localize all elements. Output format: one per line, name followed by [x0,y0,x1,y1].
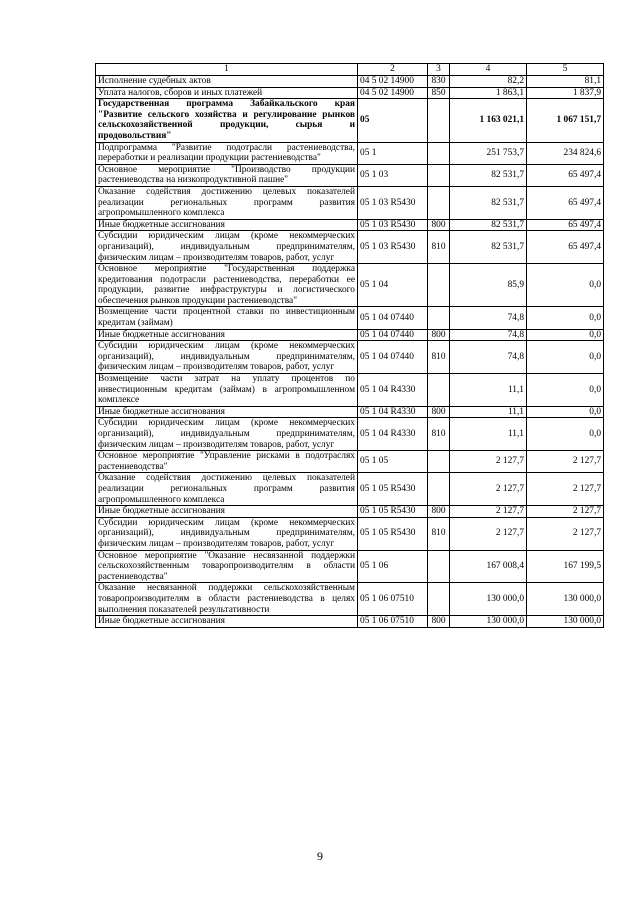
header-cell: 5 [527,64,604,76]
row-type-cell [428,186,450,219]
row-value2-cell: 0,0 [527,406,604,418]
table-row [96,406,604,418]
row-type-cell [428,583,450,616]
row-value1-cell: 2 127,7 [450,451,527,473]
row-value1-cell: 11,1 [450,418,527,451]
row-name-cell: Уплата налогов, сборов и иных платежей [96,87,358,99]
table-row [96,264,604,307]
row-value2-cell: 130 000,0 [527,616,604,628]
row-name-cell: Возмещение части процентной ставки по инвестиционным кредитам (займам) [96,307,358,329]
row-name-cell: Основное мероприятие "Управление рисками в подотраслях растениеводства" [96,451,358,473]
row-name-cell: Иные бюджетные ассигнования [96,616,358,628]
row-value2-cell: 2 127,7 [527,506,604,518]
row-code-cell: 05 1 04 07440 [358,341,428,374]
row-value2-cell: 0,0 [527,307,604,329]
row-value1-cell: 82 531,7 [450,219,527,231]
row-type-cell: 800 [428,329,450,341]
row-code-cell: 05 1 03 R5430 [358,186,428,219]
row-value1-cell: 1 863,1 [450,87,527,99]
table-row [96,616,604,628]
page-number: 9 [317,849,323,863]
row-type-cell: 810 [428,418,450,451]
row-code-cell: 05 1 04 R4330 [358,406,428,418]
row-value2-cell: 2 127,7 [527,451,604,473]
row-value1-cell: 2 127,7 [450,517,527,550]
row-code-cell: 05 1 [358,142,428,164]
row-type-cell [428,451,450,473]
table-row [96,329,604,341]
row-value1-cell: 2 127,7 [450,473,527,506]
table-row [96,164,604,186]
row-name-cell: Оказание содействия достижению целевых показателей реализации региональных программ развития агропромышленного комплекса [96,473,358,506]
row-code-cell: 05 1 06 07510 [358,583,428,616]
row-code-cell: 05 1 05 [358,451,428,473]
row-name-cell: Оказание несвязанной поддержки сельскохозяйственным товаропроизводителям в области растениеводства в целях выполнения показателей результативности [96,583,358,616]
row-value1-cell: 82,2 [450,76,527,88]
row-value2-cell: 167 199,5 [527,550,604,583]
table-row [96,76,604,88]
row-name-cell: Субсидии юридическим лицам (кроме некоммерческих организаций), индивидуальным предпринимателям, физическим лицам – производителям товаров, работ, услуг [96,341,358,374]
row-value1-cell: 74,8 [450,307,527,329]
row-value2-cell: 65 497,4 [527,219,604,231]
row-value2-cell: 1 837,9 [527,87,604,99]
header-cell: 2 [358,64,428,76]
row-type-cell: 850 [428,87,450,99]
row-name-cell: Основное мероприятие "Производство продукции растениеводства на низкопродуктивной пашне" [96,164,358,186]
row-name-cell: Иные бюджетные ассигнования [96,506,358,518]
row-name-cell: Субсидии юридическим лицам (кроме некоммерческих организаций), индивидуальным предпринимателям, физическим лицам – производителям товаров, работ, услуг [96,231,358,264]
row-type-cell [428,99,450,142]
row-name-cell: Иные бюджетные ассигнования [96,219,358,231]
row-type-cell [428,264,450,307]
table-row [96,583,604,616]
header-cell: 1 [96,64,358,76]
row-name-cell: Государственная программа Забайкальского края "Развитие сельского хозяйства и регулирование рынков сельскохозяйственной продукции, сырья и продовольствия" [96,99,358,142]
table-row [96,219,604,231]
row-type-cell [428,473,450,506]
row-value2-cell: 0,0 [527,374,604,407]
row-value1-cell: 2 127,7 [450,506,527,518]
table-row [96,231,604,264]
row-value2-cell: 130 000,0 [527,583,604,616]
row-value2-cell: 0,0 [527,329,604,341]
row-type-cell [428,142,450,164]
table-row [96,307,604,329]
row-value2-cell: 0,0 [527,341,604,374]
row-value1-cell: 1 163 021,1 [450,99,527,142]
table-row [96,517,604,550]
row-name-cell: Субсидии юридическим лицам (кроме некоммерческих организаций), индивидуальным предпринимателям, физическим лицам – производителям товаров, работ, услуг [96,418,358,451]
row-value1-cell: 82 531,7 [450,231,527,264]
row-name-cell: Субсидии юридическим лицам (кроме некоммерческих организаций), индивидуальным предпринимателям, физическим лицам – производителям товаров, работ, услуг [96,517,358,550]
row-value2-cell: 65 497,4 [527,164,604,186]
row-code-cell: 05 1 03 [358,164,428,186]
row-value1-cell: 11,1 [450,406,527,418]
row-name-cell: Оказание содействия достижению целевых показателей реализации региональных программ развития агропромышленного комплекса [96,186,358,219]
header-cell: 3 [428,64,450,76]
row-type-cell [428,164,450,186]
row-type-cell: 810 [428,231,450,264]
row-code-cell: 05 1 04 [358,264,428,307]
row-value2-cell: 1 067 151,7 [527,99,604,142]
budget-table [95,63,604,628]
row-code-cell: 05 [358,99,428,142]
row-name-cell: Основное мероприятие "Оказание несвязанной поддержки сельскохозяйственным товаропроизводителям в области растениеводства" [96,550,358,583]
row-code-cell: 04 5 02 14900 [358,87,428,99]
row-value2-cell: 234 824,6 [527,142,604,164]
row-value2-cell: 81,1 [527,76,604,88]
row-code-cell: 05 1 04 07440 [358,307,428,329]
row-name-cell: Основное мероприятие "Государственная поддержка кредитования подотрасли растениеводства, переработки ее продукции, развитие инфраструктуры и логистического обеспечения рынков продукции растениеводства" [96,264,358,307]
row-value2-cell: 65 497,4 [527,186,604,219]
table-row [96,418,604,451]
table-row [96,87,604,99]
row-type-cell [428,307,450,329]
row-value1-cell: 82 531,7 [450,164,527,186]
row-code-cell: 05 1 05 R5430 [358,517,428,550]
table-row [96,374,604,407]
row-value1-cell: 130 000,0 [450,616,527,628]
row-value2-cell: 65 497,4 [527,231,604,264]
table-row [96,186,604,219]
header-row [96,64,604,76]
row-value1-cell: 74,8 [450,341,527,374]
row-name-cell: Возмещение части затрат на уплату процентов по инвестиционным кредитам (займам) в агропромышленном комплексе [96,374,358,407]
row-value1-cell: 82 531,7 [450,186,527,219]
row-value1-cell: 85,9 [450,264,527,307]
row-value2-cell: 2 127,7 [527,517,604,550]
row-value2-cell: 0,0 [527,264,604,307]
row-name-cell: Иные бюджетные ассигнования [96,329,358,341]
row-value1-cell: 74,8 [450,329,527,341]
table-row [96,550,604,583]
row-type-cell: 800 [428,616,450,628]
row-type-cell: 800 [428,406,450,418]
row-code-cell: 05 1 05 R5430 [358,506,428,518]
row-code-cell: 05 1 04 R4330 [358,374,428,407]
row-code-cell: 05 1 06 [358,550,428,583]
row-code-cell: 05 1 03 R5430 [358,231,428,264]
table-row [96,341,604,374]
row-value1-cell: 11,1 [450,374,527,407]
row-value1-cell: 251 753,7 [450,142,527,164]
row-value2-cell: 0,0 [527,418,604,451]
row-type-cell: 800 [428,219,450,231]
row-type-cell [428,550,450,583]
table-row [96,473,604,506]
table-row [96,99,604,142]
table-row [96,142,604,164]
row-name-cell: Иные бюджетные ассигнования [96,406,358,418]
row-value1-cell: 130 000,0 [450,583,527,616]
table-row [96,506,604,518]
row-type-cell [428,374,450,407]
budget-table-body [96,64,604,628]
row-type-cell: 830 [428,76,450,88]
row-code-cell: 04 5 02 14900 [358,76,428,88]
header-cell: 4 [450,64,527,76]
row-code-cell: 05 1 05 R5430 [358,473,428,506]
row-value2-cell: 2 127,7 [527,473,604,506]
row-code-cell: 05 1 04 R4330 [358,418,428,451]
row-type-cell: 810 [428,341,450,374]
row-value1-cell: 167 008,4 [450,550,527,583]
row-name-cell: Исполнение судебных актов [96,76,358,88]
row-type-cell: 800 [428,506,450,518]
row-code-cell: 05 1 04 07440 [358,329,428,341]
row-code-cell: 05 1 03 R5430 [358,219,428,231]
row-name-cell: Подпрограмма "Развитие подотрасли растениеводства, переработки и реализации продукции растениеводства" [96,142,358,164]
table-row [96,451,604,473]
row-code-cell: 05 1 06 07510 [358,616,428,628]
row-type-cell: 810 [428,517,450,550]
